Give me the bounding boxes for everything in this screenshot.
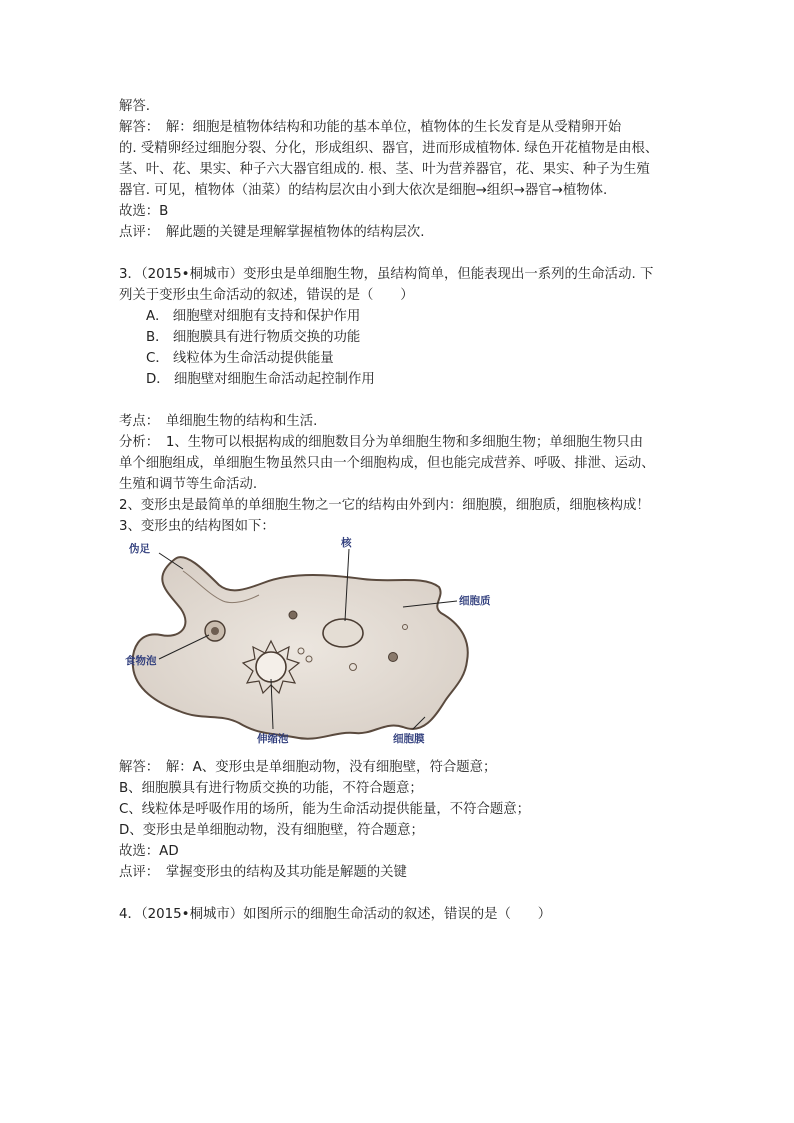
- label-pseudopod: 伪足: [129, 543, 150, 555]
- option-c: C． 线粒体为生命活动提供能量: [146, 351, 334, 366]
- answer-line: 器官. 可见，植物体（油菜）的结构层次由小到大依次是细胞→组织→器官→植物体.: [119, 183, 608, 198]
- analysis-line: 分析： 1、生物可以根据构成的细胞数目分为单细胞生物和多细胞生物；单细胞生物只由: [119, 435, 644, 450]
- comment-line: 点评： 解此题的关键是理解掌握植物体的结构层次.: [119, 225, 425, 240]
- option-a: A． 细胞壁对细胞有支持和保护作用: [146, 309, 361, 324]
- q2-answer-section: [119, 96, 679, 243]
- question-stem: 3．（2015•桐城市）变形虫是单细胞生物，虽结构简单，但能表现出一系列的生命活动. 下: [119, 267, 654, 282]
- analysis-line: 单个细胞组成，单细胞生物虽然只由一个细胞构成，但也能完成营养、呼吸、排泄、运动、: [119, 456, 655, 471]
- nucleus-shape: [323, 619, 363, 647]
- analysis-line: 2、变形虫是最简单的单细胞生物之一它的结构由外到内：细胞膜，细胞质，细胞核构成！: [119, 498, 650, 513]
- key-point-line: 考点： 单细胞生物的结构和生活.: [119, 414, 318, 429]
- label-nucleus: 核: [341, 537, 352, 549]
- answer-line: 的. 受精卵经过细胞分裂、分化，形成组织、器官，进而形成植物体. 绿色开花植物是由根、: [119, 141, 659, 156]
- answer-line: 茎、叶、花、果实、种子六大器官组成的. 根、茎、叶为营养器官，花、果实、种子为生殖: [119, 162, 650, 177]
- amoeba-illustration: [123, 539, 513, 754]
- answer-line: D、变形虫是单细胞动物，没有细胞壁，符合题意；: [119, 823, 424, 838]
- analysis-line: 生殖和调节等生命活动.: [119, 477, 258, 492]
- document-page: [119, 96, 679, 925]
- amoeba-diagram: [123, 539, 513, 754]
- choice-line: 故选：B: [119, 204, 169, 219]
- option-d: D． 细胞壁对细胞生命活动起控制作用: [146, 372, 375, 387]
- analysis-line: 3、变形虫的结构图如下：: [119, 519, 275, 534]
- label-membrane: 细胞膜: [393, 733, 425, 745]
- label-contractile-vacuole: 伸缩泡: [257, 733, 289, 745]
- answer-heading: 解答.: [119, 99, 151, 114]
- label-food-vacuole: 食物泡: [125, 655, 157, 667]
- question-stem: 列关于变形虫生命活动的叙述，错误的是（ ）: [119, 288, 414, 303]
- question-stem: 4．（2015•桐城市）如图所示的细胞生命活动的叙述，错误的是（ ）: [119, 907, 552, 922]
- answer-line: 解答： 解：细胞是植物体结构和功能的基本单位，植物体的生长发育是从受精卵开始: [119, 120, 622, 135]
- contractile-vacuole: [256, 652, 286, 682]
- answer-line: 解答： 解：A、变形虫是单细胞动物，没有细胞壁，符合题意；: [119, 760, 497, 775]
- answer-line: C、线粒体是呼吸作用的场所，能为生命活动提供能量，不符合题意；: [119, 802, 531, 817]
- choice-line: 故选：AD: [119, 844, 179, 859]
- comment-line: 点评： 掌握变形虫的结构及其功能是解题的关键: [119, 865, 407, 880]
- question-4: [119, 904, 679, 925]
- label-cytoplasm: 细胞质: [459, 595, 491, 607]
- question-3: [119, 264, 679, 883]
- answer-line: B、细胞膜具有进行物质交换的功能，不符合题意；: [119, 781, 423, 796]
- option-b: B． 细胞膜具有进行物质交换的功能: [146, 330, 361, 345]
